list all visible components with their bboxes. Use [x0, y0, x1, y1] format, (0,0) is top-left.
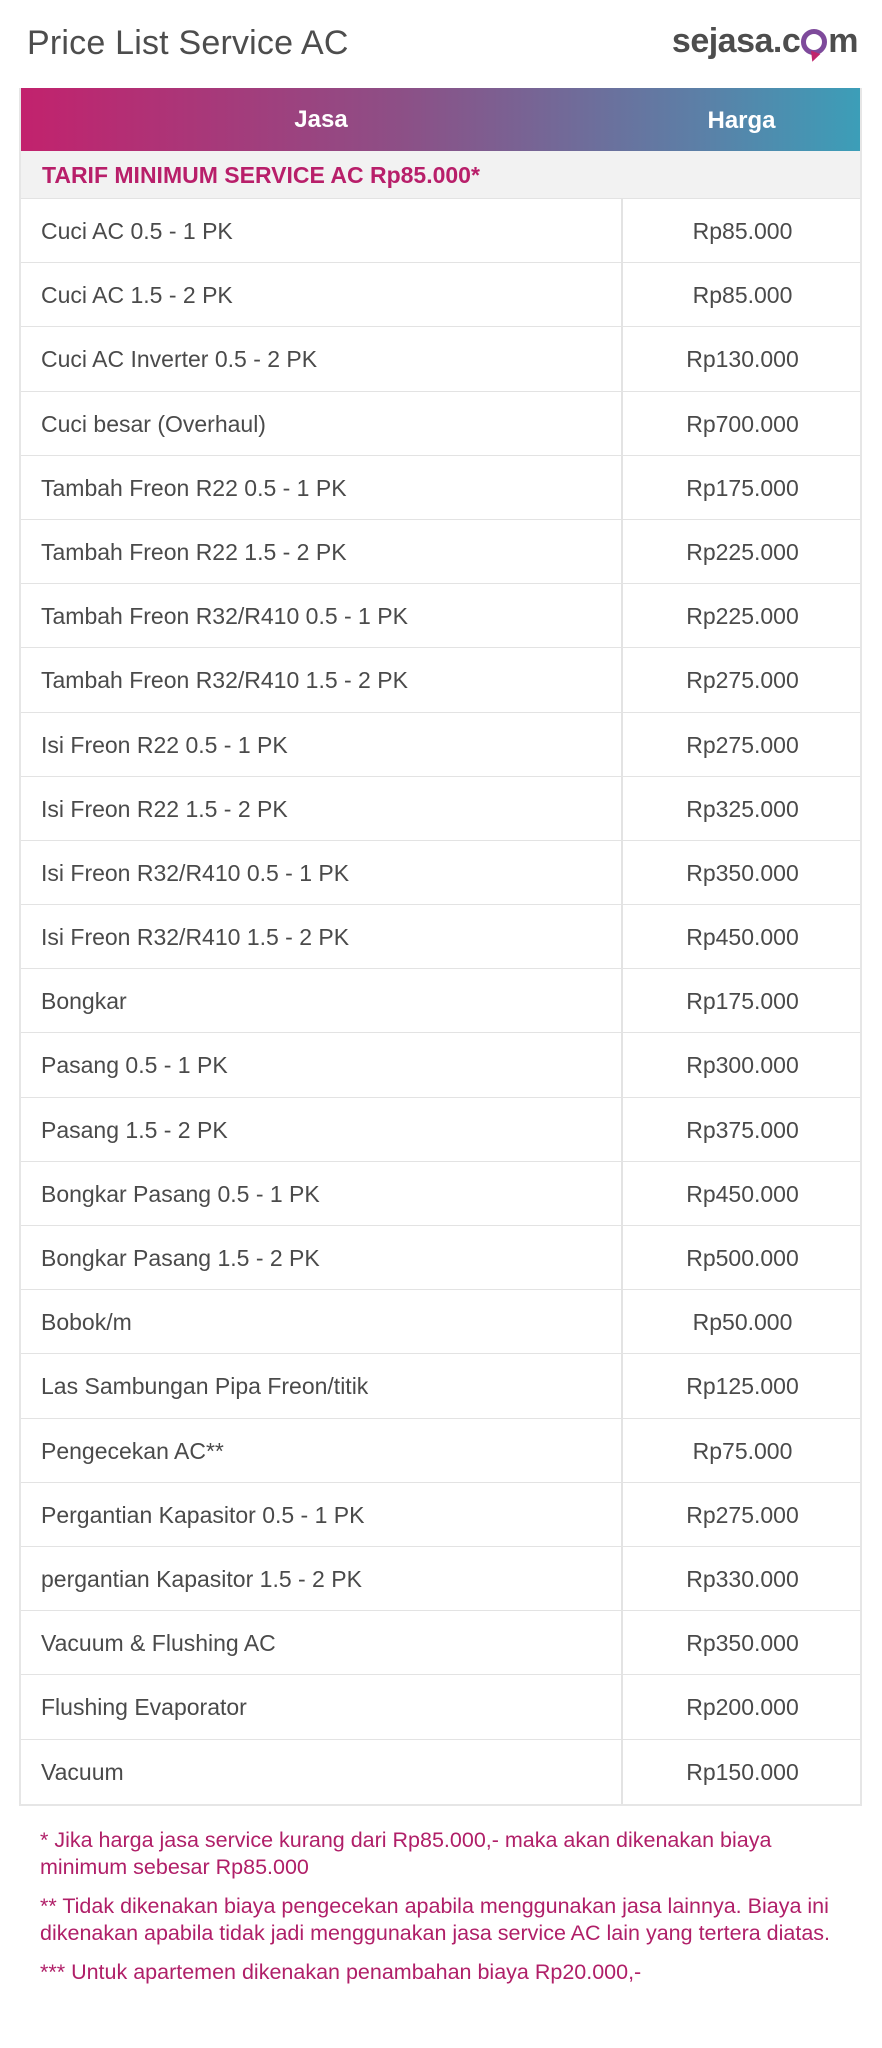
column-header-jasa: Jasa [294, 106, 348, 133]
page-title: Price List Service AC [27, 24, 349, 62]
service-name: Cuci AC 0.5 - 1 PK [41, 218, 233, 244]
service-price: Rp85.000 [621, 263, 862, 327]
service-name: Tambah Freon R32/R410 1.5 - 2 PK [41, 667, 408, 694]
service-name: Pergantian Kapasitor 0.5 - 1 PK [41, 1501, 365, 1528]
page-header [0, 0, 882, 88]
service-name: Pasang 0.5 - 1 PK [41, 1052, 228, 1079]
service-name: Isi Freon R22 0.5 - 1 PK [41, 731, 288, 758]
service-price: Rp375.000 [621, 1098, 862, 1162]
service-name: Isi Freon R32/R410 0.5 - 1 PK [41, 859, 350, 886]
service-price: Rp75.000 [621, 1419, 862, 1483]
table-row [21, 648, 860, 712]
table-row [21, 1354, 860, 1418]
footnote: * Jika harga jasa service kurang dari Rp85.000,- maka akan dikenakan biaya minimum sebesar Rp85.000 [40, 1828, 772, 1879]
service-name: Cuci AC 1.5 - 2 PK [41, 282, 233, 309]
price-table [19, 88, 862, 1806]
table-row [21, 199, 860, 263]
footnotes [40, 1827, 840, 1998]
table-row [21, 1098, 860, 1162]
table-row [21, 1290, 860, 1354]
table-body [21, 199, 860, 1804]
table-row [21, 1033, 860, 1097]
location-pin-icon [801, 29, 827, 55]
logo-text-prefix: sejasa.c [671, 22, 801, 60]
service-name: Vacuum & Flushing AC [41, 1630, 276, 1657]
service-name: Bobok/m [41, 1309, 132, 1336]
table-row [21, 1675, 860, 1739]
service-price: Rp225.000 [621, 584, 862, 648]
footnote: ** Tidak dikenakan biaya pengecekan apabila menggunakan jasa lainnya. Biaya ini dikenakan apabila tidak jadi menggunakan jasa service AC lain yang tertera diatas. [40, 1894, 831, 1945]
service-price: Rp85.000 [621, 199, 862, 263]
service-price: Rp300.000 [621, 1033, 862, 1097]
table-row [21, 392, 860, 456]
table-row [21, 841, 860, 905]
table-row [21, 263, 860, 327]
service-price: Rp450.000 [621, 905, 862, 969]
table-row [21, 327, 860, 391]
service-price: Rp275.000 [621, 648, 862, 712]
service-price: Rp150.000 [621, 1740, 862, 1804]
service-price: Rp275.000 [621, 1483, 862, 1547]
service-price: Rp175.000 [621, 456, 862, 520]
service-price: Rp325.000 [621, 777, 862, 841]
table-row [21, 905, 860, 969]
service-name: Pasang 1.5 - 2 PK [41, 1116, 228, 1143]
service-price: Rp330.000 [621, 1547, 862, 1611]
service-name: Tambah Freon R32/R410 0.5 - 1 PK [41, 603, 408, 630]
service-name: Isi Freon R32/R410 1.5 - 2 PK [41, 924, 350, 951]
service-name: Isi Freon R22 1.5 - 2 PK [41, 795, 288, 822]
service-price: Rp50.000 [621, 1290, 862, 1354]
service-name: pergantian Kapasitor 1.5 - 2 PK [41, 1565, 362, 1592]
service-name: Flushing Evaporator [41, 1694, 247, 1721]
table-header [21, 88, 860, 151]
service-name: Bongkar Pasang 0.5 - 1 PK [41, 1180, 320, 1207]
table-row [21, 1547, 860, 1611]
service-name: Pengecekan AC** [41, 1437, 224, 1464]
service-price: Rp130.000 [621, 327, 862, 391]
minimum-tariff-row: TARIF MINIMUM SERVICE AC Rp85.000* [21, 151, 860, 199]
service-price: Rp275.000 [621, 713, 862, 777]
table-row [21, 1162, 860, 1226]
service-name: Cuci besar (Overhaul) [41, 410, 266, 437]
service-price: Rp200.000 [621, 1675, 862, 1739]
table-row [21, 1611, 860, 1675]
service-price: Rp350.000 [621, 841, 862, 905]
service-price: Rp125.000 [621, 1354, 862, 1418]
service-name: Cuci AC Inverter 0.5 - 2 PK [41, 346, 318, 373]
service-name: Las Sambungan Pipa Freon/titik [41, 1373, 369, 1400]
footnote: *** Untuk apartemen dikenakan penambahan biaya Rp20.000,- [40, 1960, 642, 1984]
service-name: Bongkar Pasang 1.5 - 2 PK [41, 1245, 320, 1271]
table-row [21, 456, 860, 520]
service-name: Bongkar [41, 988, 127, 1015]
table-row [21, 969, 860, 1033]
service-price: Rp700.000 [621, 392, 862, 456]
table-row [21, 713, 860, 777]
logo-text-suffix: m [828, 22, 858, 60]
table-row [21, 520, 860, 584]
service-price: Rp500.000 [621, 1226, 862, 1290]
service-price: Rp225.000 [621, 520, 862, 584]
table-row [21, 584, 860, 648]
service-price: Rp175.000 [621, 969, 862, 1033]
table-row [21, 777, 860, 841]
table-row [21, 1226, 860, 1290]
table-row [21, 1419, 860, 1483]
column-header-harga: Harga [707, 107, 776, 134]
service-name: Tambah Freon R22 1.5 - 2 PK [41, 538, 347, 565]
service-name: Tambah Freon R22 0.5 - 1 PK [41, 474, 347, 501]
sejasa-logo[interactable] [672, 22, 858, 61]
table-row [21, 1740, 860, 1804]
table-row [21, 1483, 860, 1547]
service-name: Vacuum [41, 1758, 124, 1785]
service-price: Rp350.000 [621, 1611, 862, 1675]
service-price: Rp450.000 [621, 1162, 862, 1226]
